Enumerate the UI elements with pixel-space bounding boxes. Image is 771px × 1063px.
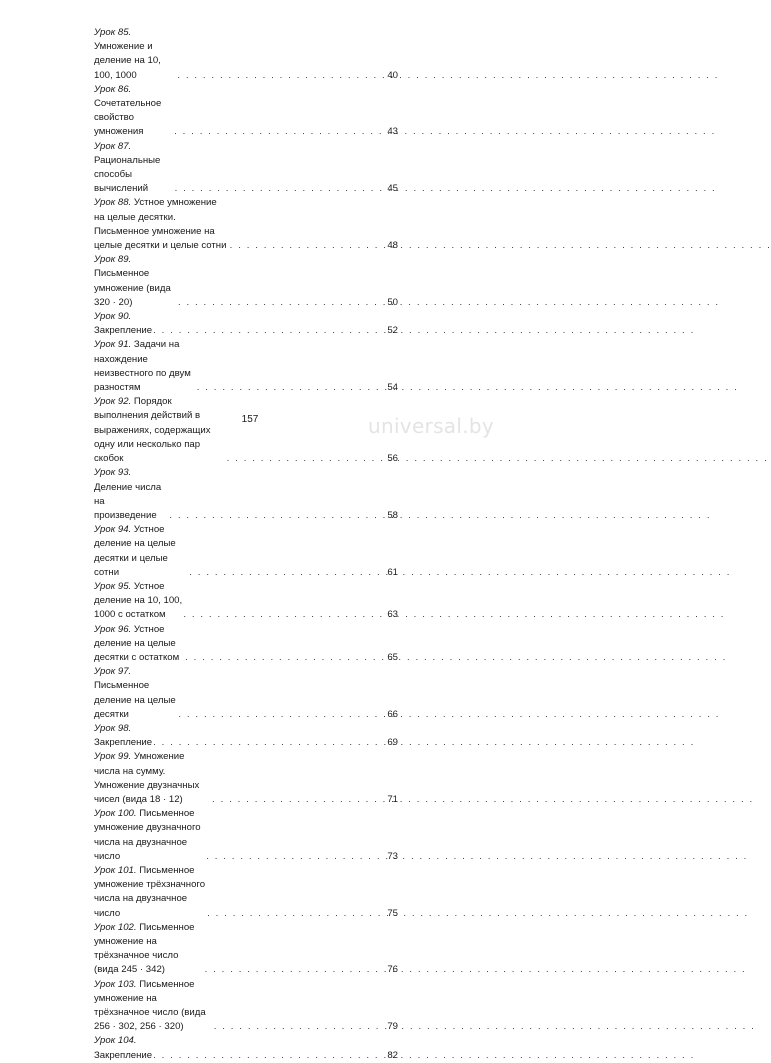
watermark: universal.by — [368, 414, 494, 438]
toc-entry — [94, 466, 398, 523]
dot-leader — [153, 1049, 386, 1063]
dot-leader — [183, 608, 386, 622]
toc-entry — [94, 978, 398, 1035]
lesson-number: Урок 92. — [94, 396, 132, 408]
lesson-title: Письменное деление на целые десятки — [94, 680, 176, 720]
lesson-number: Урок 88. — [94, 197, 132, 209]
toc-entry — [94, 864, 398, 921]
toc-entry — [94, 310, 398, 338]
page-ref: 71 — [387, 793, 398, 805]
lesson-number: Урок 97. — [94, 666, 132, 678]
dot-leader — [153, 324, 386, 338]
lesson-number: Урок 87. — [94, 140, 132, 152]
page-ref: 82 — [387, 1049, 398, 1061]
toc-entry — [94, 722, 398, 750]
toc-entry — [94, 253, 398, 310]
toc-entry — [94, 807, 398, 864]
page-ref: 76 — [387, 964, 398, 976]
page-ref: 43 — [387, 126, 398, 138]
lesson-title: Задачи на нахождение неизвестного по двум разностям — [94, 339, 191, 394]
page-ref: 45 — [387, 183, 398, 195]
lesson-title: Устное умножение на целые десятки. Письменное умножение на целые десятки и целые сотни — [94, 197, 227, 252]
lesson-number: Урок 101. — [94, 864, 137, 876]
dot-leader — [175, 182, 387, 196]
dot-leader — [227, 452, 387, 466]
page-ref: 58 — [387, 509, 398, 521]
lesson-title: Письменное умножение (вида 320 · 20) — [94, 268, 171, 308]
dot-leader — [169, 509, 386, 523]
dot-leader — [189, 566, 386, 580]
dot-leader — [153, 736, 386, 750]
page-ref: 40 — [387, 69, 398, 81]
page-ref: 54 — [387, 382, 398, 394]
lesson-number: Урок 96. — [94, 623, 132, 635]
toc-entry — [94, 580, 398, 623]
lesson-title: Письменное умножение на трёхзначное число (вида 245 · 342) — [94, 921, 195, 976]
dot-leader — [212, 793, 386, 807]
page-ref: 75 — [387, 907, 398, 919]
page-ref: 56 — [387, 453, 398, 465]
lesson-title: Рациональные способы вычислений — [94, 154, 161, 195]
toc-entry — [94, 26, 398, 83]
dot-leader — [178, 708, 386, 722]
lesson-title: Письменное умножение двузначного числа на двузначное число — [94, 808, 201, 862]
dot-leader — [197, 381, 387, 395]
lesson-title: Закрепление — [94, 325, 153, 337]
toc-entry — [94, 1034, 398, 1062]
lesson-title: Устное деление на 10, 100, 1000 с остатком — [94, 580, 183, 621]
page-ref: 52 — [387, 325, 398, 337]
page-ref: 69 — [387, 737, 398, 749]
toc-entry — [94, 196, 398, 253]
table-of-contents — [94, 26, 398, 1063]
toc-entry — [94, 750, 398, 807]
dot-leader — [207, 907, 386, 921]
dot-leader — [174, 125, 386, 139]
page-ref: 66 — [387, 708, 398, 720]
page-ref: 79 — [387, 1021, 398, 1033]
toc-entry — [94, 83, 398, 140]
toc-entry — [94, 623, 398, 666]
lesson-title: Закрепление — [94, 737, 153, 749]
page-ref: 65 — [387, 651, 398, 663]
lesson-number: Урок 91. — [94, 339, 132, 351]
page-ref: 63 — [387, 609, 398, 621]
dot-leader — [230, 239, 387, 253]
dot-leader — [185, 651, 386, 665]
lesson-number: Урок 86. — [94, 83, 132, 95]
dot-leader — [177, 69, 386, 83]
page-ref: 73 — [387, 850, 398, 862]
lesson-title: Деление числа на произведение — [94, 481, 162, 521]
lesson-title: Закрепление — [94, 1049, 153, 1061]
lesson-number: Урок 103. — [94, 978, 137, 990]
lesson-number: Урок 98. — [94, 722, 132, 734]
toc-entry — [94, 338, 398, 395]
lesson-title: Сочетательное свойство умножения — [94, 98, 162, 138]
toc-entry — [94, 395, 398, 466]
lesson-title: Устное деление на целые десятки и целые сотни — [94, 524, 176, 578]
lesson-number: Урок 100. — [94, 808, 137, 820]
dot-leader — [214, 1020, 387, 1034]
lesson-title: Умножение и деление на 10, 100, 1000 — [94, 41, 161, 81]
lesson-number: Урок 90. — [94, 311, 132, 323]
lesson-number: Урок 85. — [94, 27, 132, 38]
lesson-number: Урок 93. — [94, 467, 132, 479]
toc-entry — [94, 921, 398, 978]
lesson-number: Урок 104. — [94, 1035, 137, 1047]
dot-leader — [178, 296, 386, 310]
page-ref: 61 — [387, 566, 398, 578]
page-ref: 48 — [387, 240, 398, 252]
lesson-number: Урок 99. — [94, 751, 132, 763]
lesson-title: Письменное умножение трёхзначного числа на двузначное число — [94, 864, 206, 919]
lesson-title: Порядок выполнения действий в выражениях, содержащих одну или несколько пар скобок — [94, 396, 211, 465]
toc-entry — [94, 140, 398, 197]
toc-entry — [94, 523, 398, 580]
lesson-number: Урок 95. — [94, 580, 132, 592]
page-number: 157 — [241, 414, 259, 425]
lesson-number: Урок 94. — [94, 524, 132, 536]
lesson-title: Умножение числа на сумму. Умножение двузначных чисел (вида 18 · 12) — [94, 751, 200, 805]
lesson-title: Письменное умножение на трёхзначное число (вида 256 · 302, 256 · 320) — [94, 978, 206, 1033]
dot-leader — [206, 850, 386, 864]
lesson-number: Урок 89. — [94, 254, 132, 266]
lesson-number: Урок 102. — [94, 921, 137, 933]
lesson-title: Устное деление на целые десятки с остатком — [94, 623, 180, 663]
dot-leader — [205, 963, 387, 977]
toc-entry — [94, 665, 398, 722]
page-ref: 50 — [387, 296, 398, 308]
